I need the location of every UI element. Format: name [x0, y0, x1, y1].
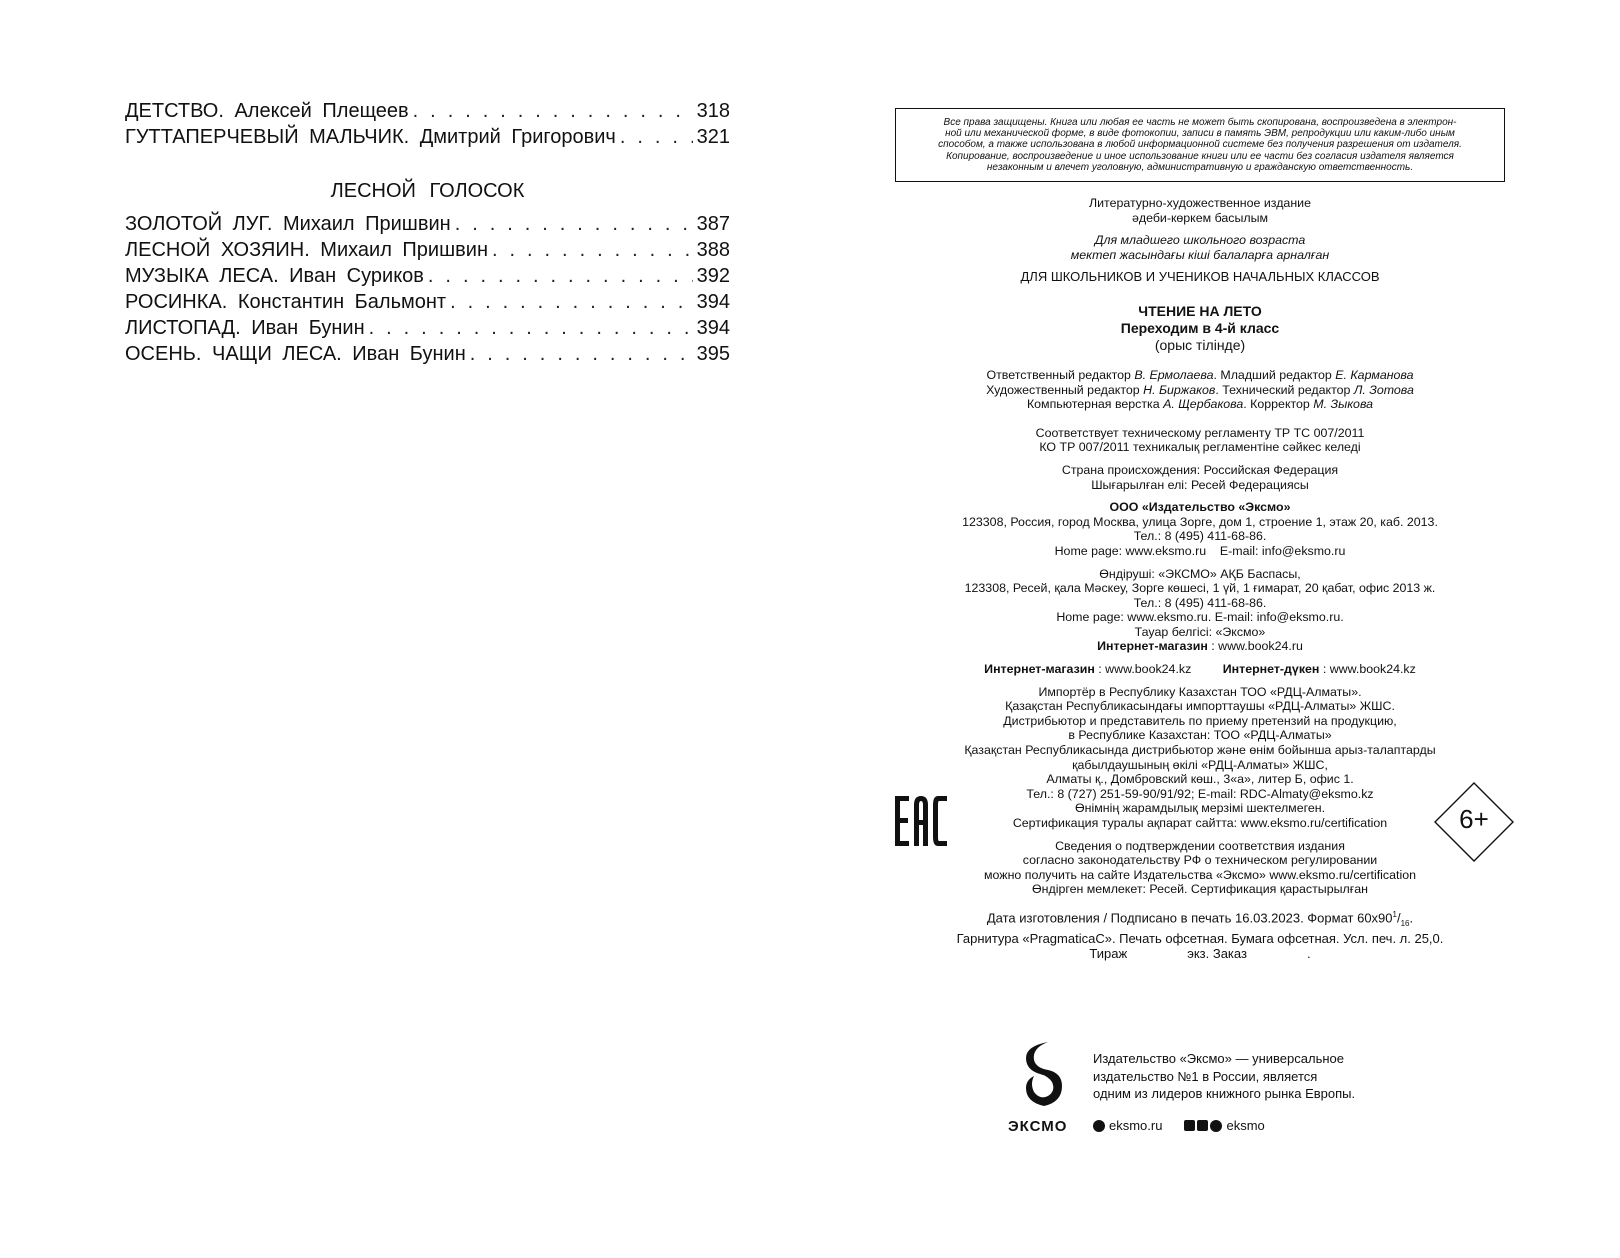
- ok-icon: [1197, 1120, 1208, 1131]
- toc-leader-dots: [455, 213, 693, 236]
- toc-entry-page: 395: [696, 343, 730, 365]
- toc-entry-title: ЗОЛОТОЙ ЛУГ. Михаил Пришвин: [125, 213, 451, 235]
- producer-line: Тауар белгісі: «Эксмо»: [1134, 624, 1266, 639]
- toc-entry-title: ГУТТАПЕРЧЕВЫЙ МАЛЬЧИК. Дмитрий Григорович: [125, 126, 616, 148]
- conformity-line: Өндірген мемлекет: Ресей. Сертификация қарастырылған: [1031, 882, 1368, 897]
- producer-line: 123308, Ресей, қала Мәскеу, Зорге көшесі, 1 үй, 1 ғимарат, 20 қабат, офис 2013 ж.: [964, 581, 1436, 596]
- producer-line: Өндіруші: «ЭКСМО» АҚБ Баспасы,: [1099, 566, 1301, 581]
- origin-line: Шығарылған елі: Ресей Федерациясы: [1091, 477, 1309, 492]
- importer-line: в Республике Казахстан: ТОО «РДЦ-Алматы»: [1068, 728, 1332, 743]
- age-group: [895, 233, 1505, 262]
- format-slash: /: [1396, 910, 1401, 926]
- print-format: Дата изготовления / Подписано в печать 16.03.2023. Формат 60х90: [986, 910, 1393, 926]
- format-denominator: 16: [1400, 918, 1410, 928]
- conformity-line: можно получить на сайте Издательства «Эксмо» www.eksmo.ru/certification: [984, 867, 1416, 882]
- person: А. Щербакова: [1163, 397, 1244, 412]
- importer-line: қабылдаушының өкілі «РДЦ-Алматы» ЖШС,: [1072, 757, 1328, 772]
- globe-icon: [1093, 1120, 1105, 1132]
- importer-line: Алматы қ., Домбровский көш., 3«а», литер Б, офис 1.: [1046, 772, 1354, 787]
- role: . Корректор: [1243, 397, 1314, 412]
- eac-mark-icon: [893, 793, 949, 849]
- importer-line: Қазақстан Республикасындағы импорттаушы «РДЦ-Алматы» ЖШС.: [1005, 699, 1395, 714]
- toc-entry-page: 388: [696, 239, 730, 261]
- importer-line: Өнімнің жарамдылық мерзімі шектелмеген.: [1074, 801, 1326, 816]
- about-line: одним из лидеров книжного рынка Европы.: [1093, 1086, 1356, 1101]
- social-handle[interactable]: eksmo: [1226, 1118, 1265, 1133]
- about-line: издательство №1 в России, является: [1093, 1068, 1318, 1084]
- publisher: [895, 500, 1505, 558]
- person: В. Ермолаева: [1134, 367, 1214, 382]
- editors: [895, 368, 1505, 412]
- about-line: Издательство «Эксмо» — универсальное: [1093, 1051, 1344, 1066]
- print-line: [895, 946, 1505, 961]
- online-shop-ru: [895, 639, 1505, 654]
- publisher-line: Тел.: 8 (495) 411-68-86.: [1133, 529, 1267, 544]
- site-link[interactable]: eksmo.ru: [1109, 1118, 1163, 1133]
- editors-line: [895, 383, 1505, 398]
- importer: [895, 685, 1505, 831]
- copyright-line: Копирование, воспроизведение и иное использование книги или ее части без согласия издателя является: [946, 150, 1454, 162]
- shop-url: : www.book24.kz: [1094, 662, 1192, 677]
- toc-entry-title: ЛЕСНОЙ ХОЗЯИН. Михаил Пришвин: [125, 239, 488, 261]
- copyright-line: ной или механической форме, в виде фотокопии, записи в память ЭВМ, репродукции или каким-либо иным: [945, 128, 1455, 140]
- genre-line: Литературно-художественное издание: [1089, 196, 1311, 211]
- conformity: [895, 839, 1505, 897]
- print-line: [895, 907, 1505, 931]
- role: . Технический редактор: [1215, 382, 1354, 397]
- age-group-line: мектеп жасындағы кіші балаларға арналған: [1070, 247, 1330, 262]
- order-dot: .: [1306, 945, 1311, 961]
- person: Н. Биржаков: [1143, 382, 1216, 397]
- toc-leader-dots: [470, 343, 693, 366]
- toc-entry: [125, 317, 730, 343]
- origin-line: Страна происхождения: Российская Федерация: [1061, 462, 1339, 477]
- shop-label: Интернет-магазин: [984, 662, 1095, 677]
- copyright-notice: [895, 108, 1505, 182]
- person: Л. Зотова: [1353, 382, 1414, 397]
- role: Художественный редактор: [986, 382, 1144, 397]
- age-group-line: Для младшего школьного возраста: [1094, 233, 1306, 248]
- shop-url: : www.book24.ru: [1207, 639, 1303, 654]
- publisher-line: 123308, Россия, город Москва, улица Зорге, дом 1, строение 1, этаж 20, каб. 2013.: [962, 514, 1438, 529]
- toc-leader-dots: [413, 100, 693, 123]
- shop-label: Интернет-дүкен: [1222, 662, 1320, 677]
- producer-kz: [895, 567, 1505, 655]
- toc-leader-dots: [620, 126, 693, 149]
- toc-entry: [125, 291, 730, 317]
- shop-label: Интернет-магазин: [1097, 639, 1208, 654]
- toc-entry-page: 387: [696, 213, 730, 235]
- regulation-line: КО ТР 007/2011 техникалық регламентіне сәйкес келеді: [1039, 440, 1361, 455]
- copyright-line: незаконным и влечет уголовную, административную и гражданскую ответственность.: [986, 161, 1414, 173]
- book-language: (орыс тілінде): [1154, 336, 1246, 353]
- toc-entry-title: МУЗЫКА ЛЕСА. Иван Суриков: [125, 265, 424, 287]
- regulation-line: Соответствует техническому регламенту ТР ТС 007/2011: [1035, 425, 1365, 440]
- toc-leader-dots: [492, 239, 693, 262]
- role: . Младший редактор: [1213, 367, 1336, 382]
- toc-entry-title: РОСИНКА. Константин Бальмонт: [125, 291, 447, 313]
- print-run-label: Тираж: [1089, 945, 1128, 961]
- audience: ДЛЯ ШКОЛЬНИКОВ И УЧЕНИКОВ НАЧАЛЬНЫХ КЛАССОВ: [1020, 269, 1380, 285]
- toc-entry-title: ОСЕНЬ. ЧАЩИ ЛЕСА. Иван Бунин: [125, 343, 466, 365]
- conformity-line: Сведения о подтверждении соответствия издания: [1055, 838, 1345, 853]
- origin: [895, 463, 1505, 492]
- copyright-line: способом, а также использована в любой информационной системе без получения разрешения от издателя.: [938, 139, 1462, 151]
- importer-line: Сертификация туралы ақпарат сайтта: www.eksmo.ru/certification: [1012, 816, 1388, 831]
- toc-entry: [125, 239, 730, 265]
- book-title: ЧТЕНИЕ НА ЛЕТО: [1138, 302, 1262, 319]
- toc-entry: [125, 100, 730, 126]
- shop-url: : www.book24.kz: [1319, 662, 1416, 677]
- imprint-page: [895, 108, 1505, 961]
- role: Ответственный редактор: [986, 367, 1135, 382]
- publisher-name: ООО «Издательство «Эксмо»: [1109, 500, 1291, 515]
- eksmo-logo-icon: [1018, 1040, 1070, 1108]
- publisher-line: Home page: www.eksmo.ru E-mail: info@eksmo.ru: [1054, 543, 1346, 558]
- publisher-links: [1093, 1118, 1265, 1133]
- copyright-line: Все права защищены. Книга или любая ее часть не может быть скопирована, воспроизведена в электрон-: [943, 117, 1457, 128]
- order-label: экз. Заказ: [1187, 945, 1247, 961]
- toc-entry: [125, 343, 730, 369]
- producer-line: Home page: www.eksmo.ru. E-mail: info@eksmo.ru.: [1056, 610, 1344, 625]
- eksmo-wordmark: ЭКСМО: [1008, 1118, 1068, 1135]
- toc-entry-page: 394: [696, 291, 730, 313]
- toc-section-title: ЛЕСНОЙ ГОЛОСОК: [330, 180, 525, 202]
- book-title-block: [895, 303, 1505, 354]
- edition-genre: [895, 196, 1505, 225]
- person: М. Зыкова: [1313, 397, 1374, 412]
- print-line: Гарнитура «PragmaticaC». Печать офсетная. Бумага офсетная. Усл. печ. л. 25,0.: [956, 930, 1444, 946]
- editors-line: [895, 397, 1505, 412]
- producer-line: Тел.: 8 (495) 411-68-86.: [1133, 595, 1267, 610]
- toc-entry: [125, 213, 730, 239]
- format-dot: .: [1409, 910, 1414, 926]
- genre-line: әдеби-көркем басылым: [1131, 210, 1269, 225]
- format-numerator: 1: [1392, 909, 1397, 919]
- online-shops-kz: [895, 662, 1505, 677]
- toc-leader-dots: [450, 291, 693, 314]
- importer-line: Қазақстан Республикасында дистрибьютор және өнім бойынша арыз-талаптарды: [964, 743, 1436, 758]
- toc-leader-dots: [369, 317, 693, 340]
- toc-entry-page: 392: [696, 265, 730, 287]
- role: Компьютерная верстка: [1026, 397, 1164, 412]
- toc-entry: [125, 126, 730, 152]
- table-of-contents: [125, 100, 730, 369]
- publisher-about: [1093, 1050, 1355, 1103]
- telegram-icon: [1210, 1120, 1222, 1132]
- toc-entry-page: 321: [696, 126, 730, 148]
- vk-icon: [1184, 1120, 1195, 1131]
- importer-line: Тел.: 8 (727) 251-59-90/91/92; E-mail: RDC-Almaty@eksmo.kz: [1026, 786, 1374, 801]
- importer-line: Дистрибьютор и представитель по приему претензий на продукцию,: [1003, 713, 1397, 728]
- person: Е. Карманова: [1335, 367, 1414, 382]
- toc-entry: [125, 265, 730, 291]
- conformity-line: согласно законодательству РФ о техническом регулировании: [1022, 853, 1378, 868]
- importer-line: Импортёр в Республику Казахстан ТОО «РДЦ-Алматы».: [1038, 684, 1362, 699]
- regulation: [895, 426, 1505, 455]
- toc-entry-title: ДЕТСТВО. Алексей Плещеев: [125, 100, 409, 122]
- toc-entry-page: 394: [696, 317, 730, 339]
- online-shop-kz: [1223, 662, 1416, 676]
- age-rating: 6+: [1459, 804, 1489, 834]
- toc-leader-dots: [428, 265, 693, 288]
- online-shop-kz: [984, 662, 1191, 676]
- print-details: [895, 907, 1505, 961]
- book-subtitle: Переходим в 4-й класс: [1120, 319, 1280, 336]
- toc-entry-title: ЛИСТОПАД. Иван Бунин: [125, 317, 365, 339]
- toc-entry-page: 318: [696, 100, 730, 122]
- editors-line: [895, 368, 1505, 383]
